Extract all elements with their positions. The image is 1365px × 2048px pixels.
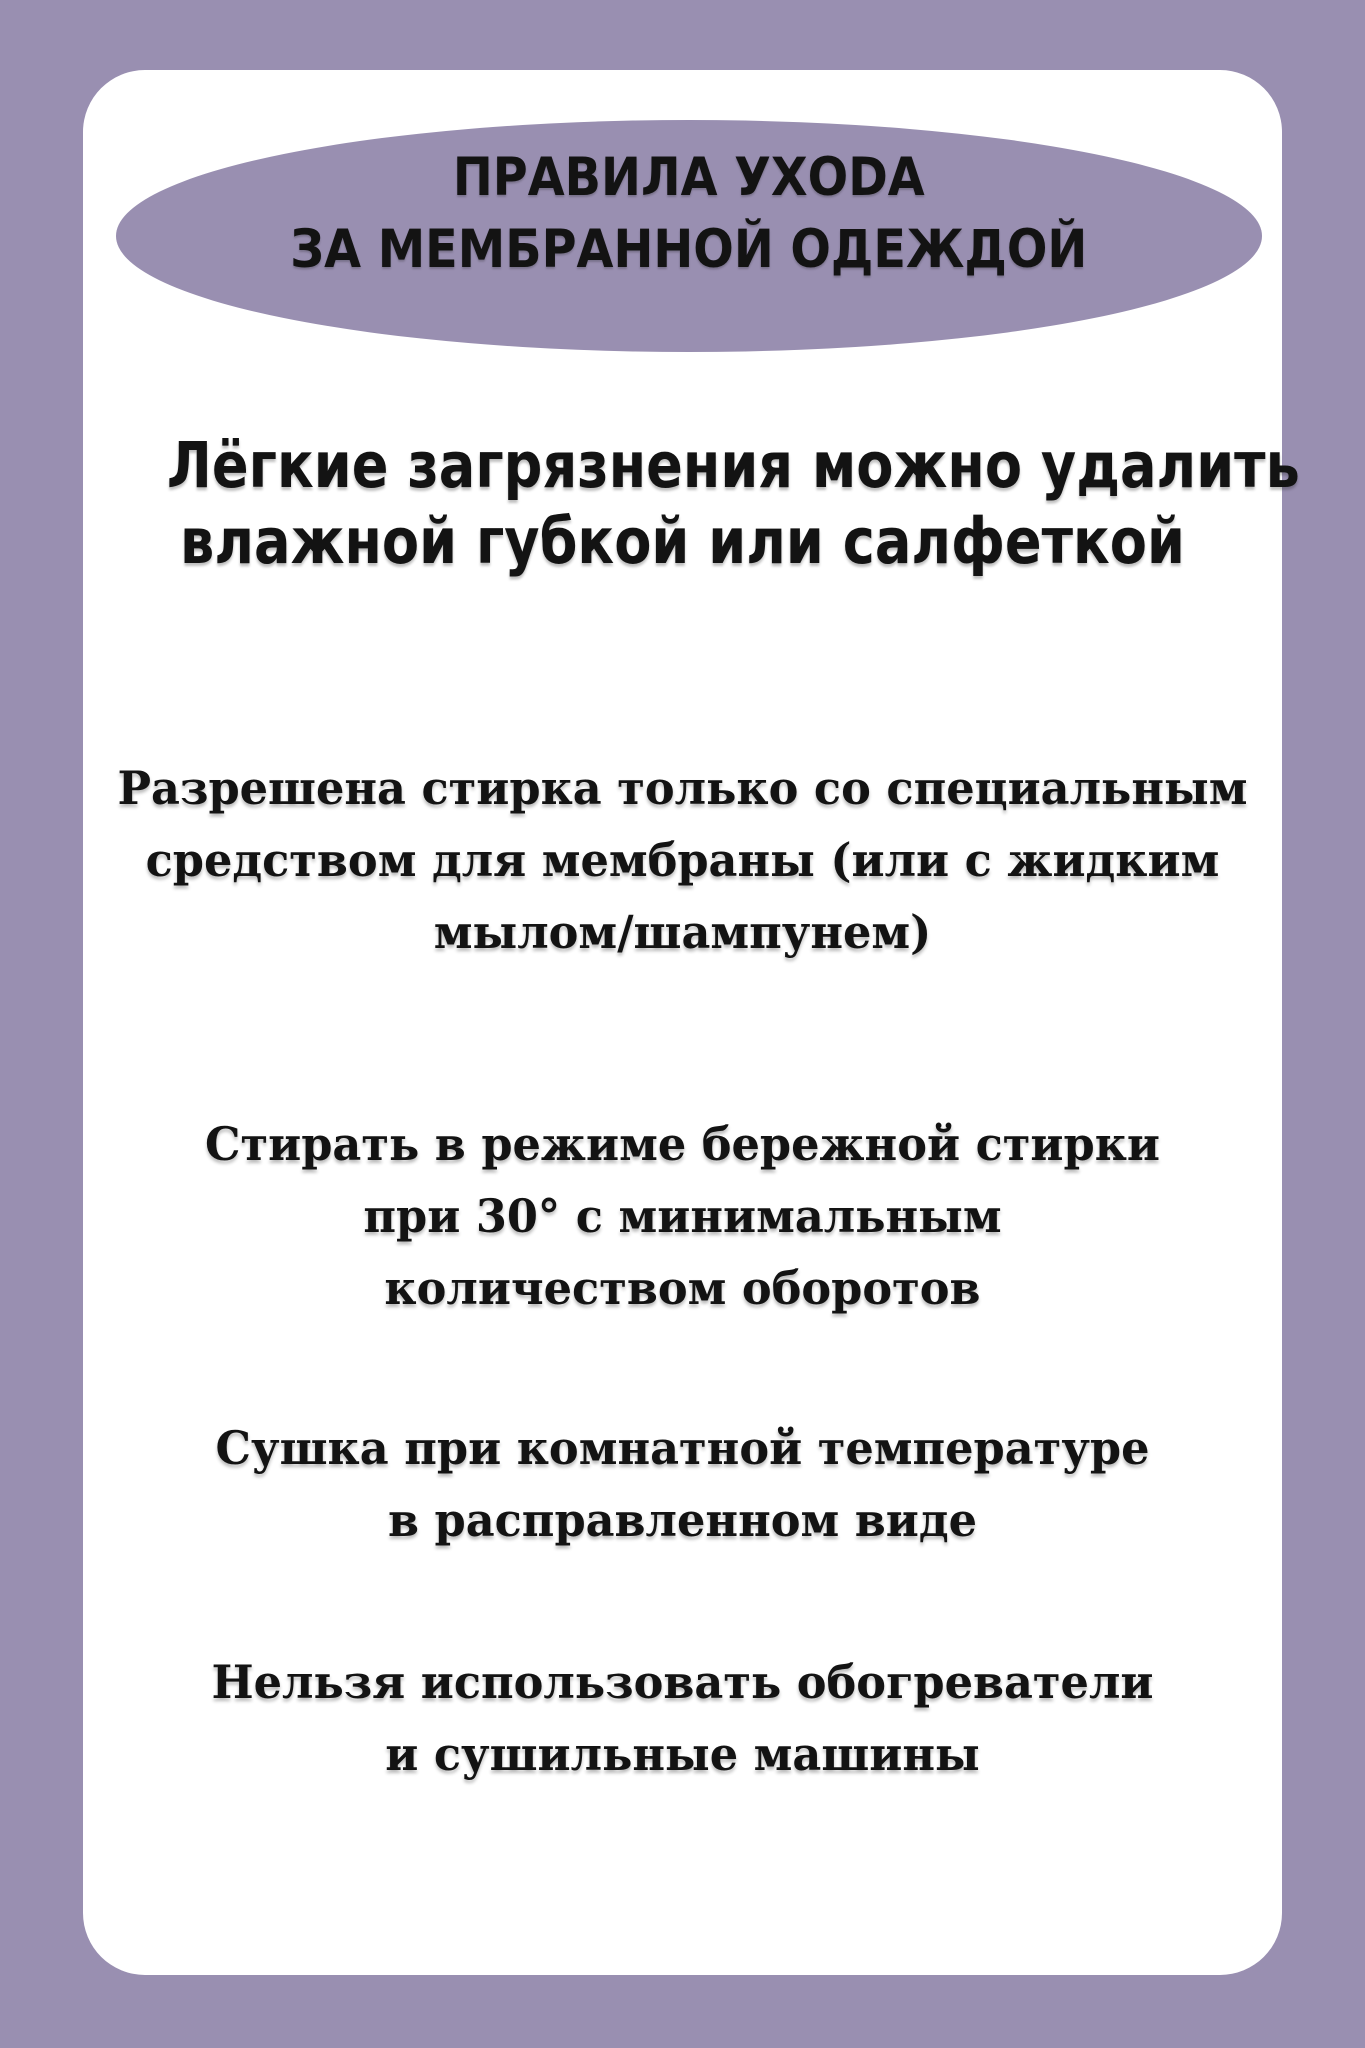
rule-line: влажной губкой или салфеткой (180, 505, 1185, 578)
rule-gentle-wash (83, 1108, 1282, 1324)
rule-line: мылом/шампунем) (433, 905, 932, 959)
rule-line: Разрешена стирка только со специальным (117, 761, 1248, 815)
rule-line: средством для мембраны (или с жидким (145, 833, 1220, 887)
rule-line: Нельзя использовать обогреватели (211, 1655, 1154, 1709)
poster-title-line-1: ПРАВИЛА УХОDА (453, 147, 925, 208)
title-badge (116, 120, 1262, 352)
rule-line: Стирать в режиме бережной стирки (204, 1117, 1161, 1171)
rule-washing-agent (83, 752, 1282, 968)
rule-line: количеством оборотов (384, 1261, 981, 1315)
rule-line: в расправленном виде (387, 1493, 978, 1547)
rule-no-heaters (83, 1646, 1282, 1790)
rule-light-dirt (83, 428, 1300, 580)
rule-line: при 30° с минимальным (363, 1189, 1002, 1243)
rule-drying (83, 1412, 1282, 1556)
care-rules-card (83, 70, 1300, 1975)
rule-line: Лёгкие загрязнения можно удалить (166, 429, 1300, 502)
rule-line: и сушильные машины (385, 1727, 980, 1781)
rule-line: Сушка при комнатной температуре (215, 1421, 1150, 1475)
poster-title-line-2: ЗА МЕМБРАННОЙ ОДЕЖДОЙ (290, 219, 1088, 280)
poster-title (246, 142, 1132, 286)
